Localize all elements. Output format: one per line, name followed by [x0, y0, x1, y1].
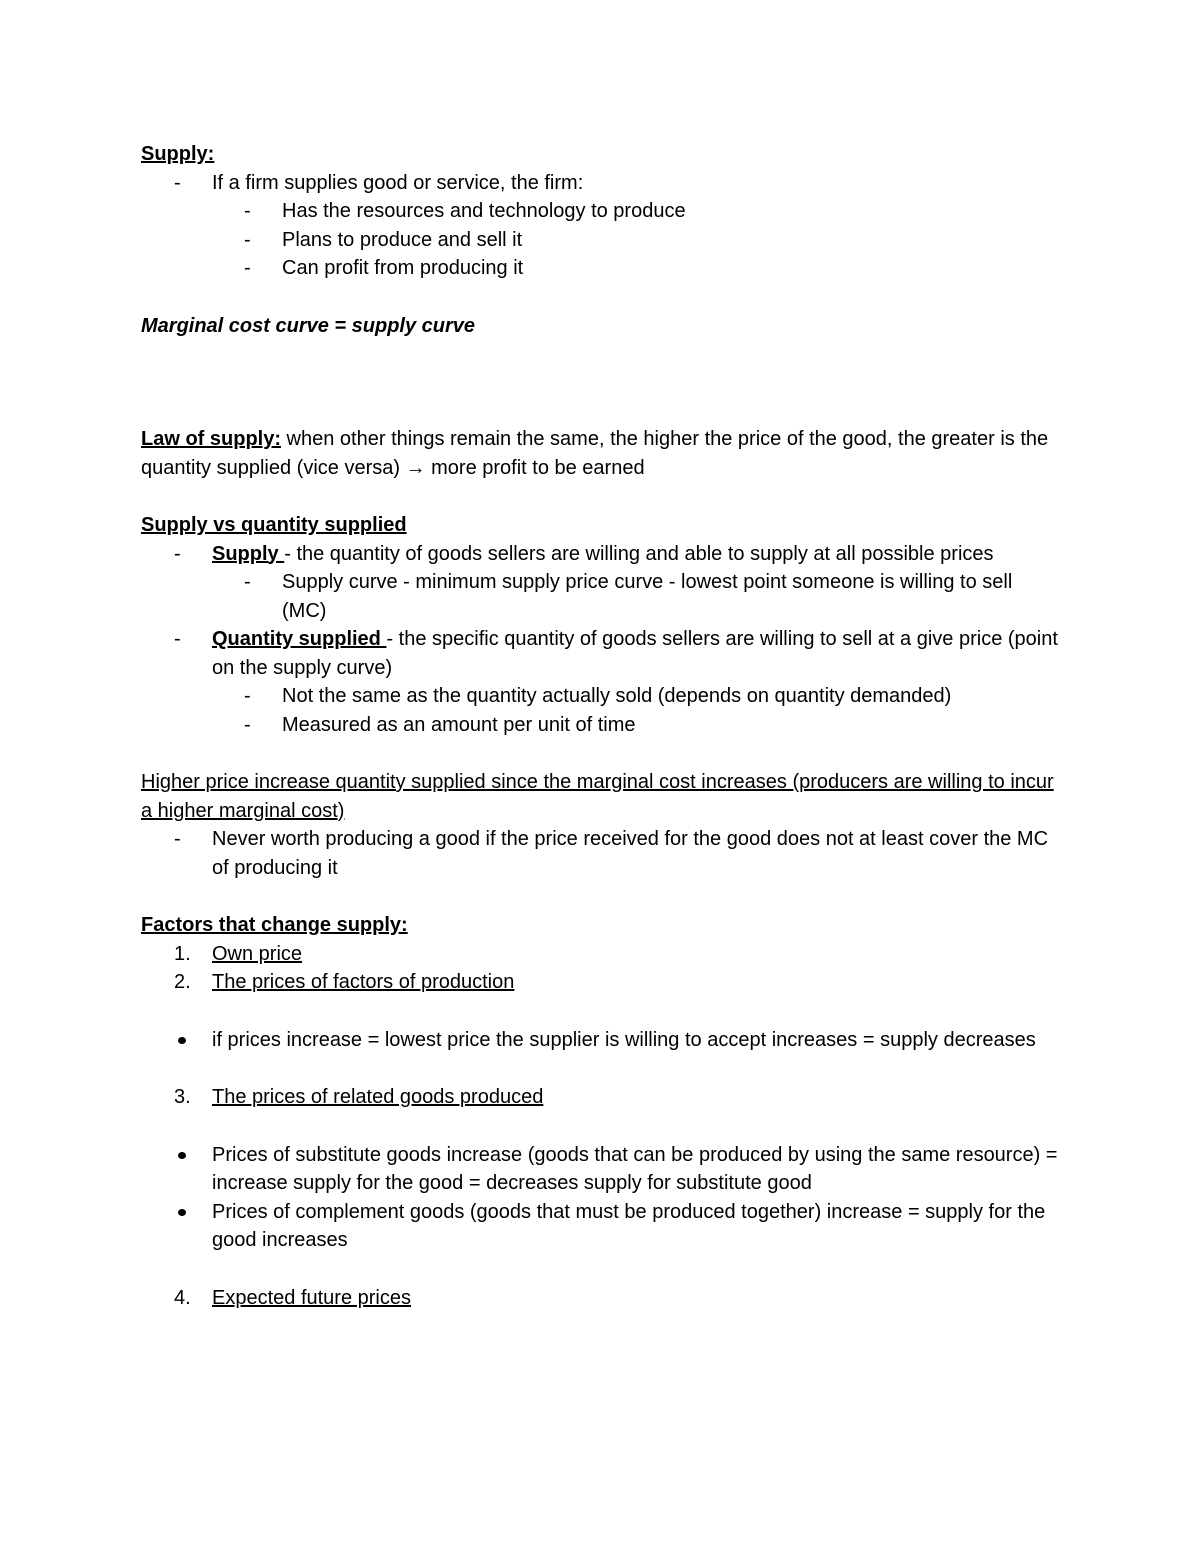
svq-qs-sub-text: Measured as an amount per unit of time — [282, 713, 636, 736]
dash-marker: - — [244, 685, 251, 707]
factor-number: 1. — [174, 942, 191, 965]
dash-marker: - — [244, 571, 251, 593]
supply-intro-text: If a firm supplies good or service, the firm: — [212, 171, 584, 194]
dash-marker: - — [244, 228, 251, 251]
svq-qs-definition: - the specific quantity of goods sellers are willing to sell at a give price (point on the supply curve) — [212, 628, 1058, 679]
higher-price-text: Higher price increase quantity supplied since the marginal cost increases (producers are willing to incur a higher marginal cost) — [141, 771, 1054, 822]
supply-heading-text: Supply: — [141, 143, 215, 165]
dash-marker: - — [174, 171, 181, 194]
higher-price-point — [141, 825, 1061, 882]
factor-item — [141, 940, 1061, 969]
svq-qs-term: Quantity supplied — [212, 628, 387, 650]
supply-point — [141, 226, 1061, 255]
higher-price-point-text: Never worth producing a good if the price received for the good does not at least cover the MC of producing it — [212, 828, 1049, 879]
supply-point-text: Has the resources and technology to produce — [282, 200, 686, 222]
supply-point — [141, 254, 1061, 283]
law-of-supply-definition: when other things remain the same, the higher the price of the good, the greater is the quantity supplied (vice versa) → more profit to be earned — [141, 428, 1049, 479]
factor-bullet-text: if prices increase = lowest price the supplier is willing to accept increases = supply decreases — [212, 1028, 1036, 1051]
document-page — [141, 140, 1061, 1312]
dash-marker: - — [244, 200, 251, 222]
svq-supply-sub-text: Supply curve - minimum supply price curve - lowest point someone is willing to sell (MC) — [282, 571, 1013, 622]
factor-bullet-text: Prices of substitute goods increase (goods that can be produced by using the same resource) = increase supply for the good = decreases supply for substitute good — [212, 1143, 1058, 1194]
marginal-cost-text: Marginal cost curve = supply curve — [141, 314, 476, 337]
factor-item — [141, 1083, 1061, 1112]
factor-label: The prices of related goods produced — [212, 1086, 544, 1108]
svq-qs-sub-text: Not the same as the quantity actually sold (depends on quantity demanded) — [282, 685, 952, 707]
dash-marker: - — [244, 713, 251, 736]
svq-supply-definition: - the quantity of goods sellers are willing and able to supply at all possible prices — [284, 542, 994, 565]
factors-heading — [141, 911, 1061, 940]
supply-point — [141, 197, 1061, 226]
svq-heading — [141, 511, 1061, 540]
supply-point-text: Can profit from producing it — [282, 257, 524, 279]
dash-marker: - — [174, 828, 181, 850]
supply-point-text: Plans to produce and sell it — [282, 228, 523, 251]
supply-heading — [141, 140, 1061, 169]
factor-bullet — [141, 1141, 1061, 1198]
factor-bullet — [141, 1198, 1061, 1255]
svq-supply-item — [141, 540, 1061, 569]
law-of-supply-term: Law of supply: — [141, 428, 281, 450]
higher-price-statement — [141, 768, 1061, 825]
svq-supply-sub — [141, 568, 1061, 625]
law-of-supply — [141, 425, 1061, 482]
supply-intro — [141, 169, 1061, 198]
dash-marker: - — [174, 542, 181, 565]
factor-number: 4. — [174, 1286, 191, 1309]
factors-heading-text: Factors that change supply: — [141, 914, 408, 936]
svq-supply-term: Supply — [212, 542, 285, 565]
dash-marker: - — [174, 628, 181, 650]
factor-number: 3. — [174, 1086, 191, 1108]
bullet-icon — [178, 1037, 186, 1044]
svq-heading-text: Supply vs quantity supplied — [141, 514, 407, 536]
factor-item — [141, 968, 1061, 997]
bullet-icon — [178, 1152, 186, 1159]
svq-qs-sub — [141, 711, 1061, 740]
factor-item — [141, 1284, 1061, 1313]
svq-qs-item — [141, 625, 1061, 682]
factor-number: 2. — [174, 971, 191, 993]
bullet-icon — [178, 1209, 186, 1216]
factor-bullet — [141, 1026, 1061, 1055]
marginal-cost-statement — [141, 312, 1061, 341]
factor-label: Own price — [212, 942, 303, 965]
svq-qs-sub — [141, 682, 1061, 711]
factor-bullet-text: Prices of complement goods (goods that must be produced together) increase = supply for the good increases — [212, 1200, 1046, 1251]
factor-label: The prices of factors of production — [212, 971, 515, 993]
factor-label: Expected future prices — [212, 1286, 411, 1309]
dash-marker: - — [244, 257, 251, 279]
